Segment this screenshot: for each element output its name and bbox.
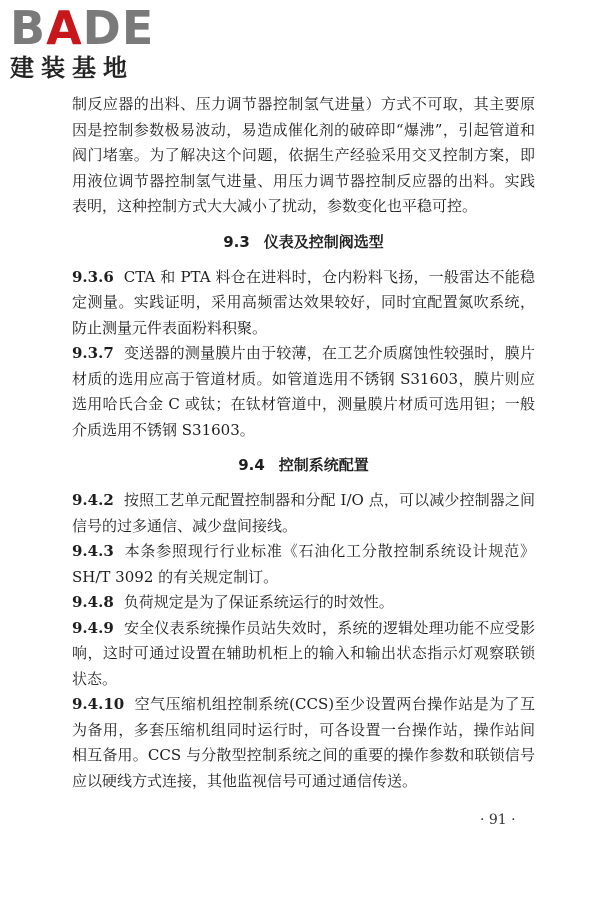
clause-number: 9.3.6 — [72, 267, 114, 286]
clause-9-4-2: 9.4.2 按照工艺单元配置控制器和分配 I/O 点，可以减少控制器之间信号的过多通信、减少盘间接线。 — [72, 491, 535, 535]
clause-9-4-9: 9.4.9 安全仪表系统操作员站失效时，系统的逻辑处理功能不应受影响，这时可通过设置在辅助机柜上的输入和输出状态指示灯观察联锁状态。 — [72, 618, 535, 688]
paragraph-continued: 制反应器的出料、压力调节器控制氢气进量）方式不可取，其主要原因是控制参数极易波动，易造成催化剂的破碎即“爆沸”，引起管道和阀门堵塞。为了解决这个问题，依据生产经验采用交叉控制方案，即用液位调节器控制氢气进量、用压力调节器控制反应器的出料。实践表明，这种控制方式大大减小了扰动，参数变化也平稳可控。 — [72, 95, 535, 215]
section-heading-9-4: 9.4 控制系统配置 — [238, 456, 369, 474]
clause-number: 9.4.3 — [72, 542, 114, 560]
clause-number: 9.3.7 — [72, 344, 114, 362]
logo-wordmark: BADE — [10, 1, 155, 55]
clause-number: 9.4.8 — [72, 593, 114, 611]
clause-number: 9.4.2 — [72, 491, 114, 509]
clause-number: 9.4.10 — [72, 695, 125, 713]
logo — [10, 1, 180, 82]
logo-subtitle: 建装基地 — [10, 54, 134, 82]
clause-9-3-6: 9.3.6 CTA 和 PTA 料仓在进料时，仓内粉料飞扬，一般雷达不能稳定测量。实践证明，采用高频雷达效果较好，同时宜配置氮吹系统，防止测量元件表面粉料积聚。 — [72, 267, 535, 337]
clause-number: 9.4.9 — [72, 618, 114, 637]
document-body — [72, 92, 535, 794]
clause-9-4-8: 9.4.8 负荷规定是为了保证系统运行的时效性。 — [72, 593, 394, 611]
clause-9-3-7: 9.3.7 变送器的测量膜片由于较薄，在工艺介质腐蚀性较强时，膜片材质的选用应高于管道材质。如管道选用不锈钢 S31603，膜片则应选用哈氏合金 C 或钛；在钛材管道中，测量膜片材质可选用钽；一般介质选用不锈钢 S31603。 — [72, 344, 535, 439]
clause-9-4-10: 9.4.10 空气压缩机组控制系统(CCS)至少设置两台操作站是为了互为备用，多套压缩机组同时运行时，可各设置一台操作站，操作站间相互备用。CCS 与分散型控制系统之间的重要的操作参数和联锁信号应以硬线方式连接，其他监视信号可通过通信传送。 — [72, 695, 535, 790]
section-heading-9-3: 9.3 仪表及控制阀选型 — [223, 232, 384, 251]
clause-9-4-3: 9.4.3 本条参照现行行业标准《石油化工分散控制系统设计规范》SH/T 3092 的有关规定制订。 — [72, 542, 535, 586]
page-number: · 91 · — [480, 812, 516, 828]
